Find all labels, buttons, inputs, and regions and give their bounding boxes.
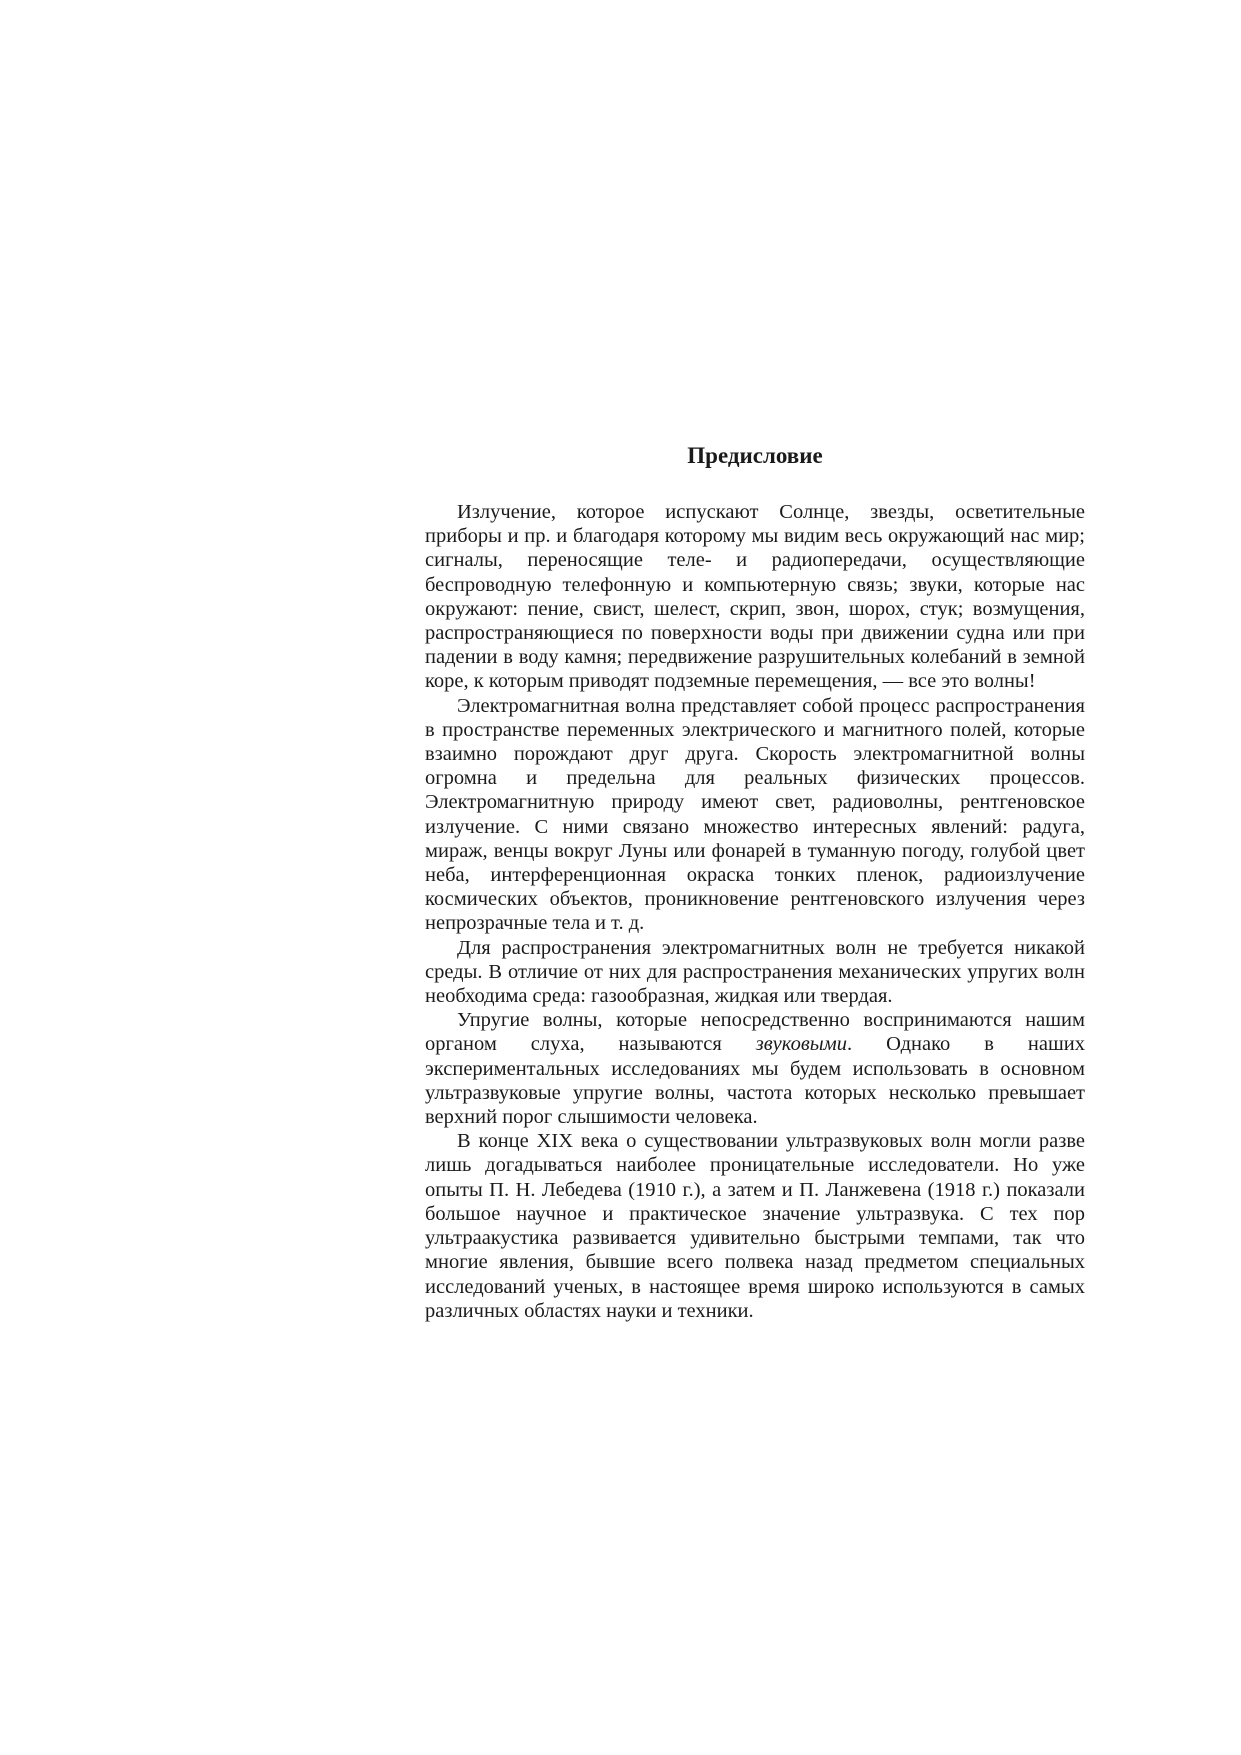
page-title: Предисловие (687, 443, 823, 468)
paragraph-4-start: Упругие волны, которые непосредственно воспринимаются нашим органом слуха, называются (425, 1009, 1085, 1056)
paragraph-3: Для распространения электромагнитных волн не требуется никакой среды. В отличие от них для распространения механических упругих волн необходима среда: газообразная, жидкая или твердая. (425, 936, 1085, 1008)
paragraph-4-end: . Однако в наших экспериментальных исследованиях мы будем использовать в основном ультразвуковые упругие волны, частота которых несколько превышает верхний порог слышимости человека. (425, 1033, 1085, 1129)
paragraph-5: В конце XIX века о существовании ультразвуковых волн могли разве лишь догадываться наиболее проницательные исследователи. Но уже опыты П. Н. Лебедева (1910 г.), а затем и П. Ланжевена (1918 г.) показали большое научное и практическое значение ультразвука. С тех пор ультраакустика развивается удивительно быстрыми темпами, так что многие явления, бывшие всего полвека назад предметом специальных исследований ученых, в настоящее время широко используются в самых различных областях науки и техники. (425, 1130, 1085, 1322)
body-text (425, 500, 1085, 1323)
paragraph-2: Электромагнитная волна представляет собой процесс распространения в пространстве переменных электрического и магнитного полей, которые взаимно порождают друг друга. Скорость электромагнитной волны огромна и предельна для реальных физических процессов. Электромагнитную природу имеют свет, радиоволны, рентгеновское излучение. С ними связано множество интересных явлений: радуга, мираж, венцы вокруг Луны или фонарей в туманную погоду, голубой цвет неба, интерференционная окраска тонких пленок, радиоизлучение космических объектов, проникновение рентгеновского излучения через непрозрачные тела и т. д. (425, 694, 1085, 935)
paragraph-1: Излучение, которое испускают Солнце, звезды, осветительные приборы и пр. и благодаря которому мы видим весь окружающий нас мир; сигналы, переносящие теле- и радиопередачи, осуществляющие беспроводную телефонную и компьютерную связь; звуки, которые нас окружают: пение, свист, шелест, скрип, звон, шорох, стук; возмущения, распространяющиеся по поверхности воды при движении судна или при падении в воду камня; передвижение разрушительных колебаний в земной коре, к которым приводят подземные перемещения, — все это волны! (425, 501, 1085, 693)
emphasized-term: звуковыми (755, 1033, 847, 1056)
paragraph-4 (425, 1008, 1085, 1129)
